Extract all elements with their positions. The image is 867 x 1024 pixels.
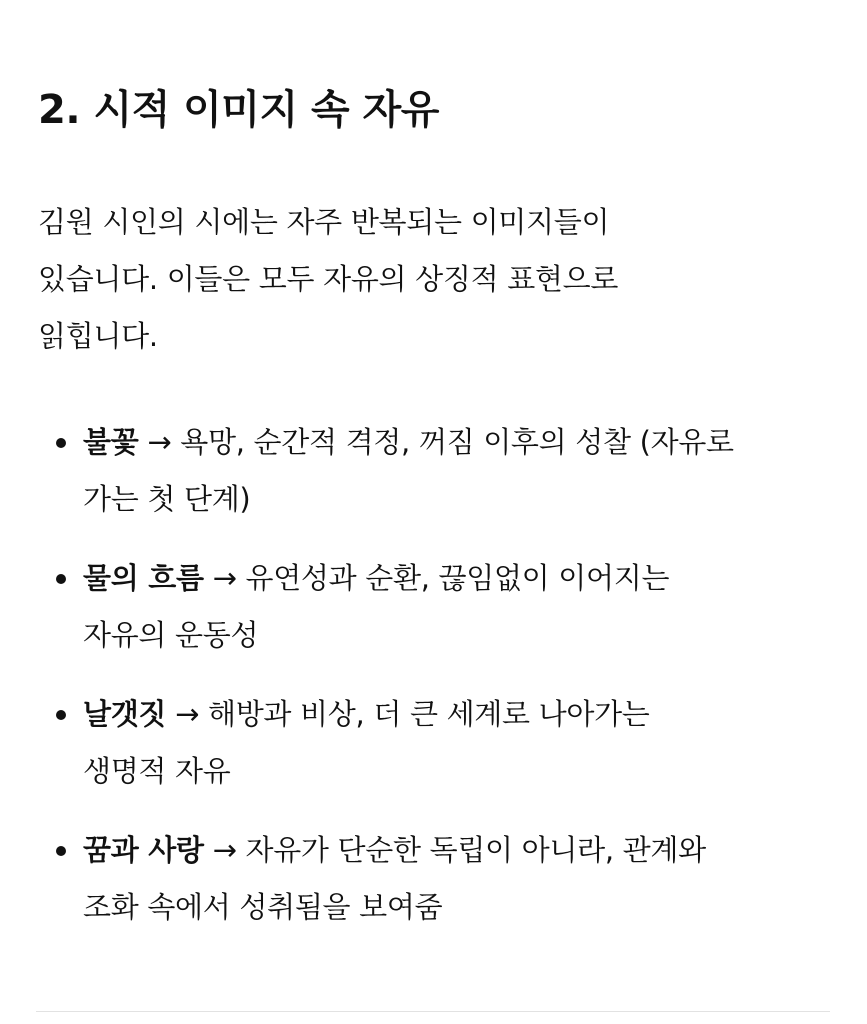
bullet-icon <box>56 438 66 448</box>
bullet-icon <box>56 574 66 584</box>
image-description: → 자유가 단순한 독립이 아니라, 관계와 <box>203 833 706 867</box>
list-item-line <box>83 822 843 879</box>
intro-line: 있습니다. 이들은 모두 자유의 상징적 표현으로 <box>38 262 619 296</box>
image-description-continued: 조화 속에서 성취됨을 보여줌 <box>83 890 443 924</box>
list-item-text <box>83 686 843 800</box>
image-description-continued: 가는 첫 단계) <box>83 482 251 516</box>
image-description-continued: 자유의 운동성 <box>83 618 259 652</box>
image-description-continued: 생명적 자유 <box>83 754 231 788</box>
image-term: 꿈과 사랑 <box>83 833 204 867</box>
bullet-icon <box>56 710 66 720</box>
list-item-text <box>83 414 843 528</box>
list-item-text <box>83 822 843 936</box>
intro-line: 읽힙니다. <box>38 319 158 353</box>
image-term: 물의 흐름 <box>83 561 204 595</box>
image-term: 날갯짓 <box>83 697 167 731</box>
list-item-line <box>83 686 843 743</box>
intro-paragraph <box>38 194 758 365</box>
intro-line: 김원 시인의 시에는 자주 반복되는 이미지들이 <box>38 205 610 239</box>
image-term: 불꽃 <box>83 425 139 459</box>
list-item-text <box>83 550 843 664</box>
list-item-line <box>83 550 843 607</box>
image-description: → 욕망, 순간적 격정, 꺼짐 이후의 성찰 (자유로 <box>138 425 734 459</box>
image-description: → 유연성과 순환, 끊임없이 이어지는 <box>203 561 670 595</box>
list-item-line <box>83 414 843 471</box>
section-heading: 2. 시적 이미지 속 자유 <box>38 87 439 133</box>
section-divider <box>36 1011 830 1012</box>
image-description: → 해방과 비상, 더 큰 세계로 나아가는 <box>166 697 650 731</box>
bullet-icon <box>56 846 66 856</box>
